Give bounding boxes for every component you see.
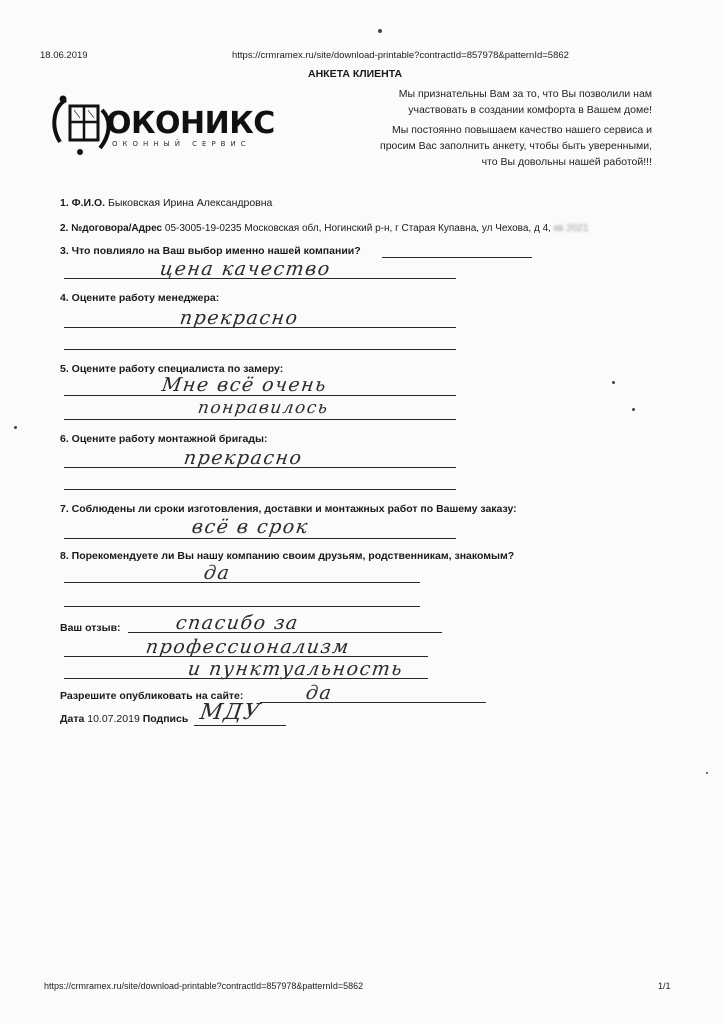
contract-blurred: кв 2021 (553, 223, 589, 234)
answer-line (64, 489, 456, 490)
question-6: 6. Оцените работу монтажной бригады: (60, 433, 268, 445)
date-signature-row (60, 713, 188, 725)
logo-tagline: ОКОННЫЙ СЕРВИС (112, 140, 251, 148)
answer-7: всё в срок (190, 516, 311, 538)
answer-line (260, 702, 486, 703)
question-5: 5. Оцените работу специалиста по замеру: (60, 363, 284, 375)
print-url: https://crmramex.ru/site/download-printable?contractId=857978&patternId=5862 (232, 50, 569, 61)
answer-line (64, 327, 456, 328)
scan-speck (706, 772, 708, 774)
intro-text (380, 86, 652, 170)
scan-speck (632, 408, 635, 411)
answer-line (64, 656, 428, 657)
review-line-1: спасибо за (174, 612, 301, 634)
contract-row (60, 223, 588, 234)
intro-line: Мы признательны Вам за то, что Вы позволили нам (398, 88, 652, 100)
intro-line: Мы постоянно повышаем качество нашего сервиса и (392, 124, 652, 136)
answer-line (64, 349, 456, 350)
review-line-2: профессионализм (144, 636, 352, 658)
publish-label: Разрешите опубликовать на сайте: (60, 690, 244, 702)
answer-line (64, 538, 456, 539)
answer-line (64, 606, 420, 607)
date-label: Дата (60, 713, 85, 725)
intro-line: участвовать в создании комфорта в Вашем доме! (408, 104, 652, 116)
signature-line (194, 725, 286, 726)
intro-line: просим Вас заполнить анкету, чтобы быть уверенными, (380, 140, 652, 152)
page-number: 1/1 (658, 981, 671, 991)
question-4: 4. Оцените работу менеджера: (60, 292, 220, 304)
intro-line: что Вы довольны нашей работой!!! (481, 156, 652, 168)
fio-row (60, 197, 272, 209)
scan-speck (378, 29, 382, 33)
answer-line (64, 467, 456, 468)
answer-4: прекрасно (178, 307, 301, 329)
publish-answer: да (304, 682, 334, 704)
scan-speck (14, 426, 17, 429)
question-7: 7. Соблюдены ли сроки изготовления, доставки и монтажных работ по Вашему заказу: (60, 503, 517, 515)
question-8: 8. Порекомендуете ли Вы нашу компанию своим друзьям, родственникам, знакомым? (60, 550, 515, 562)
answer-3: цена качество (158, 258, 333, 280)
question-3: 3. Что повлияло на Ваш выбор именно нашей компании? (60, 245, 361, 257)
review-label: Ваш отзыв: (60, 622, 121, 634)
answer-5-line-2: понравилось (196, 398, 330, 418)
fio-label: 1. Ф.И.О. (60, 197, 106, 209)
signature: МДУ (198, 700, 263, 725)
answer-line (64, 582, 420, 583)
company-logo (46, 92, 275, 162)
answer-6: прекрасно (182, 447, 305, 469)
answer-line (382, 257, 532, 258)
contract-value: 05-3005-19-0235 Московская обл, Ногинский р-н, г Старая Купавна, ул Чехова, д 4, (164, 223, 551, 234)
answer-line (64, 395, 456, 396)
fio-value: Быковская Ирина Александровна (108, 197, 273, 209)
contract-label: 2. №договора/Адрес (60, 223, 163, 234)
signature-label: Подпись (142, 713, 189, 725)
footer-url: https://crmramex.ru/site/download-printable?contractId=857978&patternId=5862 (44, 981, 364, 991)
answer-line (64, 678, 428, 679)
answer-line (128, 632, 442, 633)
scan-speck (612, 381, 615, 384)
page-title: АНКЕТА КЛИЕНТА (308, 68, 403, 80)
answer-8: да (202, 562, 232, 584)
date-value: 10.07.2019 (87, 713, 140, 725)
answer-5-line-1: Мне всё очень (160, 374, 329, 396)
answer-line (64, 278, 456, 279)
review-line-3: и пунктуальность (186, 658, 405, 680)
logo-name: ОКОНИКС (106, 106, 275, 141)
print-date: 18.06.2019 (40, 50, 88, 61)
answer-line (64, 419, 456, 420)
